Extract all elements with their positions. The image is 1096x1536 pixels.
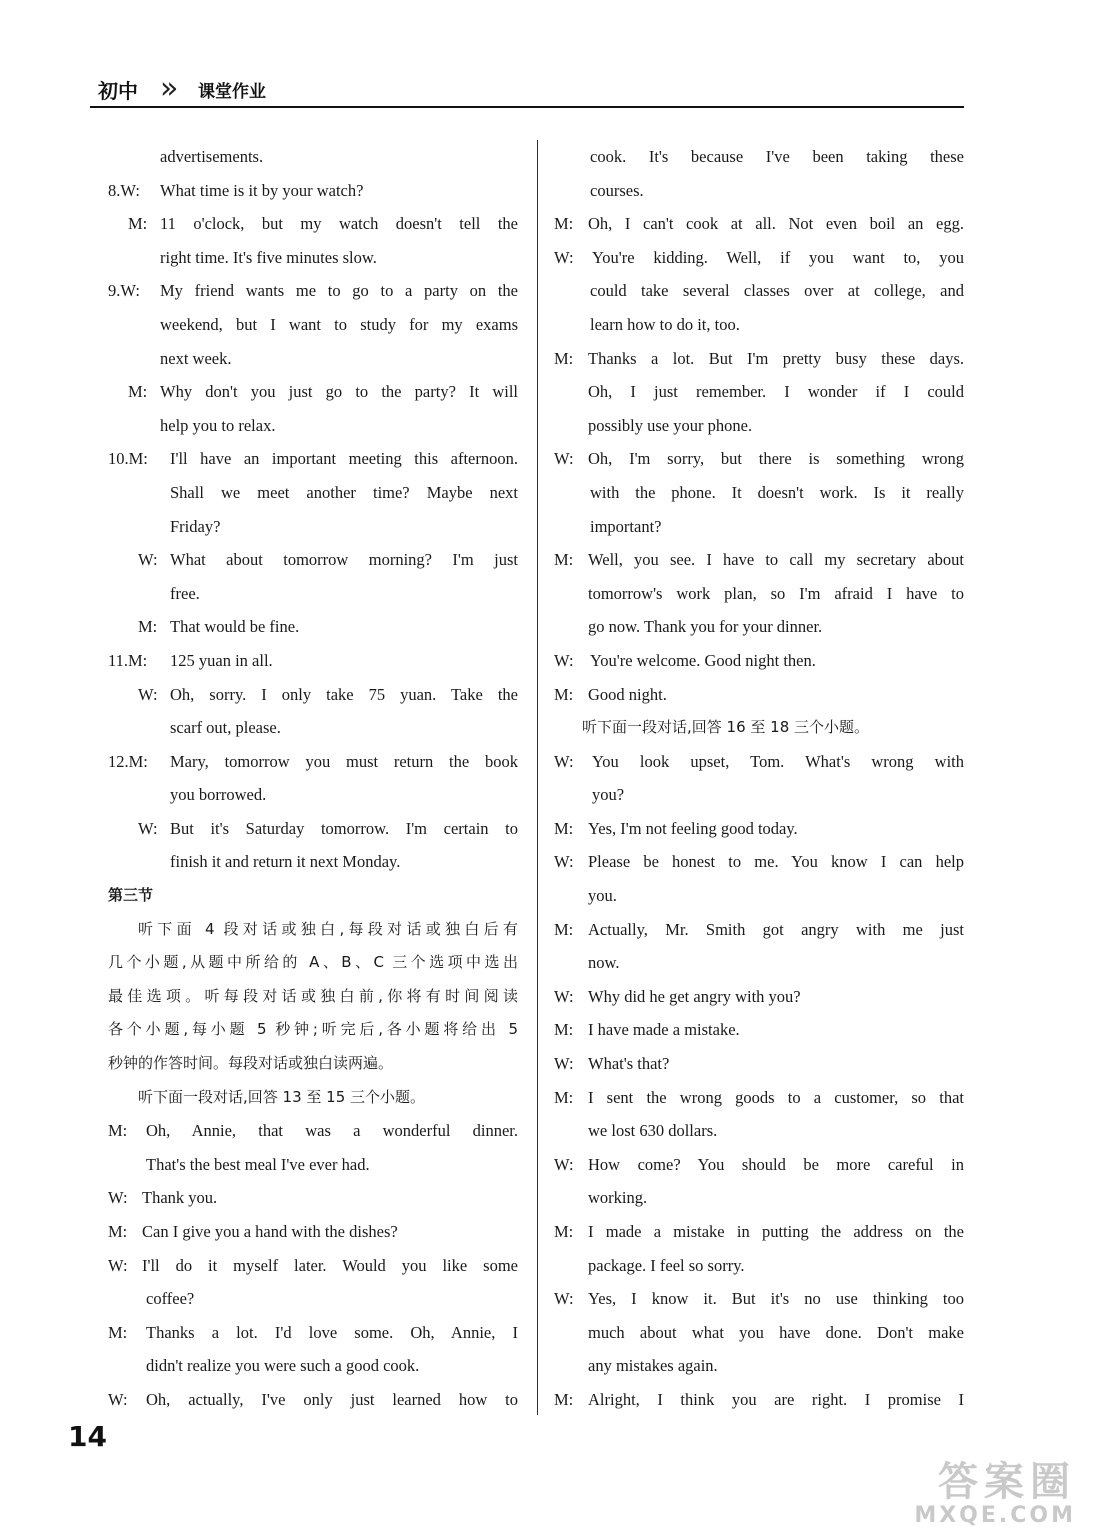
line-text: I have made a mistake. bbox=[588, 1020, 740, 1040]
text-line bbox=[108, 1181, 518, 1215]
text-line bbox=[554, 778, 964, 812]
line-text: 11 o'clock, but my watch doesn't tell the bbox=[160, 214, 518, 234]
speaker-label: 12.M: bbox=[108, 751, 148, 771]
line-text: 125 yuan in all. bbox=[170, 650, 273, 670]
line-text: 听下面 4 段对话或独白,每段对话或独白后有 bbox=[138, 919, 518, 938]
line-text: possibly use your phone. bbox=[588, 415, 753, 435]
line-text: 第三节 bbox=[108, 886, 154, 905]
speaker-label: W: bbox=[554, 751, 574, 771]
speaker-label: M: bbox=[554, 1020, 574, 1040]
text-line bbox=[108, 1383, 518, 1417]
line-text: What's that? bbox=[588, 1054, 670, 1074]
page-number: 14 bbox=[68, 1420, 107, 1453]
text-line bbox=[108, 140, 518, 174]
text-line bbox=[554, 745, 964, 779]
watermark-logo: 答案圈 bbox=[938, 1459, 1076, 1505]
line-text: 听下面一段对话,回答 13 至 15 三个小题。 bbox=[138, 1087, 426, 1106]
text-line bbox=[108, 711, 518, 745]
line-text: I'll have an important meeting this afternoon. bbox=[170, 449, 518, 469]
text-line bbox=[108, 1349, 518, 1383]
line-text: Thanks a lot. I'd love some. Oh, Annie, I bbox=[146, 1322, 518, 1342]
line-text: I'll do it myself later. Would you like some bbox=[142, 1255, 518, 1275]
speaker-label: W: bbox=[554, 449, 574, 469]
line-text: you borrowed. bbox=[170, 785, 267, 805]
text-line bbox=[554, 342, 964, 376]
speaker-label: W: bbox=[108, 1188, 128, 1208]
book-title: 课堂作业 bbox=[198, 82, 266, 102]
speaker-label: 9.W: bbox=[108, 281, 140, 301]
text-line bbox=[554, 174, 964, 208]
text-line bbox=[108, 1081, 518, 1115]
line-text: Well, you see. I have to call my secretary about bbox=[588, 550, 964, 570]
line-text: weekend, but I want to study for my exams bbox=[160, 314, 518, 334]
line-text: 几个小题,从题中所给的 A、B、C 三个选项中选出 bbox=[108, 953, 518, 972]
left-column bbox=[108, 140, 518, 1417]
line-text: learn how to do it, too. bbox=[590, 314, 740, 334]
text-line bbox=[554, 678, 964, 712]
speaker-label: W: bbox=[108, 1389, 128, 1409]
text-line bbox=[108, 946, 518, 980]
line-text: Oh, sorry. I only take 75 yuan. Take the bbox=[170, 684, 518, 704]
watermark bbox=[914, 1460, 1076, 1528]
line-text: Thanks a lot. But I'm pretty busy these days. bbox=[588, 348, 964, 368]
line-text: scarf out, please. bbox=[170, 718, 281, 738]
speaker-label: 8.W: bbox=[108, 180, 140, 200]
line-text: Shall we meet another time? Maybe next bbox=[170, 482, 518, 502]
line-text: What time is it by your watch? bbox=[160, 180, 364, 200]
text-line bbox=[108, 1114, 518, 1148]
speaker-label: W: bbox=[138, 550, 158, 570]
text-line bbox=[108, 1047, 518, 1081]
speaker-label: M: bbox=[554, 1087, 574, 1107]
line-text: Yes, I'm not feeling good today. bbox=[588, 818, 798, 838]
text-line bbox=[554, 1047, 964, 1081]
line-text: next week. bbox=[160, 348, 232, 368]
text-line bbox=[108, 1282, 518, 1316]
text-line bbox=[108, 241, 518, 275]
line-text: cook. It's because I've been taking these bbox=[590, 147, 964, 166]
speaker-label: W: bbox=[138, 684, 158, 704]
text-line bbox=[554, 308, 964, 342]
line-text: Can I give you a hand with the dishes? bbox=[142, 1222, 398, 1241]
line-text: now. bbox=[588, 953, 620, 973]
text-line bbox=[554, 711, 964, 745]
line-text: package. I feel so sorry. bbox=[588, 1255, 745, 1275]
text-line bbox=[108, 1215, 518, 1249]
grade-badge: 初中 bbox=[90, 78, 146, 104]
text-line bbox=[554, 1249, 964, 1283]
column-divider bbox=[537, 140, 538, 1415]
line-text: How come? You should be more careful in bbox=[588, 1154, 964, 1174]
text-line bbox=[554, 1181, 964, 1215]
text-line bbox=[108, 812, 518, 846]
speaker-label: M: bbox=[554, 1389, 574, 1409]
text-line bbox=[554, 980, 964, 1014]
text-line bbox=[554, 610, 964, 644]
line-text: Oh, I just remember. I wonder if I could bbox=[588, 382, 964, 402]
speaker-label: W: bbox=[554, 650, 574, 670]
speaker-label: M: bbox=[554, 919, 574, 939]
text-line bbox=[554, 409, 964, 443]
text-line bbox=[554, 946, 964, 980]
text-line bbox=[554, 913, 964, 947]
text-line bbox=[554, 812, 964, 846]
line-text: Oh, Annie, that was a wonderful dinner. bbox=[146, 1121, 518, 1141]
text-line bbox=[108, 510, 518, 544]
text-line bbox=[108, 174, 518, 208]
speaker-label: M: bbox=[128, 382, 148, 402]
text-line bbox=[108, 879, 518, 913]
speaker-label: 10.M: bbox=[108, 449, 148, 469]
text-line bbox=[554, 1383, 964, 1417]
line-text: free. bbox=[170, 583, 200, 603]
text-line bbox=[108, 375, 518, 409]
line-text: I sent the wrong goods to a customer, so that bbox=[588, 1087, 964, 1107]
line-text: Yes, I know it. But it's no use thinking too bbox=[588, 1289, 964, 1309]
line-text: That's the best meal I've ever had. bbox=[146, 1154, 370, 1174]
text-line bbox=[554, 1349, 964, 1383]
text-line bbox=[108, 1013, 518, 1047]
text-line bbox=[108, 980, 518, 1014]
line-text: Friday? bbox=[170, 516, 221, 536]
text-line bbox=[554, 207, 964, 241]
line-text: we lost 630 dollars. bbox=[588, 1121, 718, 1141]
line-text: 秒钟的作答时间。每段对话或独白读两遍。 bbox=[108, 1054, 394, 1073]
text-line bbox=[554, 1215, 964, 1249]
line-text: could take several classes over at college, and bbox=[590, 281, 964, 301]
line-text: any mistakes again. bbox=[588, 1356, 718, 1376]
speaker-label: W: bbox=[554, 1289, 574, 1309]
line-text: You look upset, Tom. What's wrong with bbox=[592, 751, 964, 771]
text-line bbox=[554, 375, 964, 409]
line-text: 听下面一段对话,回答 16 至 18 三个小题。 bbox=[582, 718, 870, 737]
line-text: didn't realize you were such a good cook. bbox=[146, 1356, 420, 1376]
text-line bbox=[554, 274, 964, 308]
line-text: Oh, I'm sorry, but there is something wrong bbox=[588, 449, 964, 469]
speaker-label: M: bbox=[554, 550, 574, 570]
line-text: You're welcome. Good night then. bbox=[590, 650, 816, 670]
line-text: courses. bbox=[590, 180, 644, 200]
line-text: Oh, actually, I've only just learned how to bbox=[146, 1389, 518, 1409]
line-text: working. bbox=[588, 1188, 648, 1208]
speaker-label: W: bbox=[554, 1154, 574, 1174]
text-line bbox=[554, 510, 964, 544]
line-text: But it's Saturday tomorrow. I'm certain to bbox=[170, 818, 518, 838]
line-text: you. bbox=[588, 886, 617, 906]
speaker-label: M: bbox=[108, 1322, 128, 1342]
text-line bbox=[108, 442, 518, 476]
text-line bbox=[554, 879, 964, 913]
line-text: Thank you. bbox=[142, 1188, 218, 1208]
line-text: Why don't you just go to the party? It will bbox=[160, 382, 518, 402]
line-text: finish it and return it next Monday. bbox=[170, 852, 401, 872]
speaker-label: M: bbox=[554, 214, 574, 234]
text-line bbox=[554, 1013, 964, 1047]
line-text: right time. It's five minutes slow. bbox=[160, 247, 377, 267]
text-line bbox=[554, 1316, 964, 1350]
text-line bbox=[108, 610, 518, 644]
line-text: My friend wants me to go to a party on the bbox=[160, 281, 518, 301]
line-text: Why did he get angry with you? bbox=[588, 986, 801, 1006]
line-text: I made a mistake in putting the address on the bbox=[588, 1222, 964, 1241]
text-line bbox=[108, 207, 518, 241]
speaker-label: M: bbox=[138, 617, 158, 637]
speaker-label: M: bbox=[108, 1222, 128, 1241]
line-text: Oh, I can't cook at all. Not even boil an egg. bbox=[588, 214, 964, 234]
line-text: Alright, I think you are right. I promise I bbox=[588, 1389, 964, 1409]
text-line bbox=[554, 140, 964, 174]
text-line bbox=[554, 644, 964, 678]
text-line bbox=[554, 845, 964, 879]
text-line bbox=[108, 308, 518, 342]
text-line bbox=[554, 241, 964, 275]
speaker-label: M: bbox=[128, 214, 148, 234]
line-text: advertisements. bbox=[160, 147, 264, 166]
line-text: You're kidding. Well, if you want to, you bbox=[592, 247, 964, 267]
line-text: coffee? bbox=[146, 1289, 195, 1309]
line-text: Good night. bbox=[588, 684, 667, 704]
line-text: go now. Thank you for your dinner. bbox=[588, 617, 823, 637]
text-line bbox=[108, 845, 518, 879]
text-line bbox=[554, 1081, 964, 1115]
line-text: important? bbox=[590, 516, 662, 536]
speaker-label: M: bbox=[554, 818, 574, 838]
text-line bbox=[554, 1148, 964, 1182]
line-text: 各个小题,每小题 5 秒钟;听完后,各小题将给出 5 bbox=[108, 1020, 518, 1039]
speaker-label: 11.M: bbox=[108, 650, 148, 670]
text-line bbox=[554, 577, 964, 611]
text-line bbox=[554, 543, 964, 577]
line-text: you? bbox=[592, 785, 625, 805]
text-line bbox=[108, 913, 518, 947]
speaker-label: W: bbox=[554, 986, 574, 1006]
text-line bbox=[108, 678, 518, 712]
line-text: Mary, tomorrow you must return the book bbox=[170, 751, 518, 771]
speaker-label: W: bbox=[554, 852, 574, 872]
watermark-url: MXQE.COM bbox=[914, 1503, 1076, 1528]
line-text: What about tomorrow morning? I'm just bbox=[170, 550, 518, 570]
chevron-double-icon: » bbox=[160, 71, 173, 106]
speaker-label: W: bbox=[554, 1054, 574, 1074]
speaker-label: M: bbox=[108, 1121, 128, 1141]
line-text: 最佳选项。听每段对话或独白前,你将有时间阅读 bbox=[108, 986, 518, 1005]
speaker-label: M: bbox=[554, 684, 574, 704]
text-line bbox=[108, 409, 518, 443]
text-line bbox=[554, 1114, 964, 1148]
speaker-label: W: bbox=[554, 247, 574, 267]
text-line bbox=[108, 577, 518, 611]
line-text: That would be fine. bbox=[170, 617, 300, 637]
page-header bbox=[90, 71, 964, 108]
text-line bbox=[108, 1249, 518, 1283]
text-line bbox=[108, 644, 518, 678]
line-text: tomorrow's work plan, so I'm afraid I have to bbox=[588, 583, 964, 603]
line-text: with the phone. It doesn't work. Is it really bbox=[590, 482, 964, 502]
text-line bbox=[554, 476, 964, 510]
line-text: much about what you have done. Don't make bbox=[588, 1322, 964, 1342]
text-line bbox=[108, 745, 518, 779]
text-line bbox=[108, 342, 518, 376]
text-line bbox=[554, 1282, 964, 1316]
text-line bbox=[108, 1316, 518, 1350]
line-text: help you to relax. bbox=[160, 415, 276, 435]
right-column bbox=[554, 140, 964, 1417]
text-line bbox=[554, 442, 964, 476]
line-text: Please be honest to me. You know I can help bbox=[588, 852, 964, 872]
text-line bbox=[108, 778, 518, 812]
speaker-label: W: bbox=[108, 1255, 128, 1275]
text-line bbox=[108, 274, 518, 308]
text-line bbox=[108, 1148, 518, 1182]
speaker-label: W: bbox=[138, 818, 158, 838]
speaker-label: M: bbox=[554, 348, 574, 368]
line-text: Actually, Mr. Smith got angry with me just bbox=[588, 919, 964, 939]
text-line bbox=[108, 543, 518, 577]
text-line bbox=[108, 476, 518, 510]
speaker-label: M: bbox=[554, 1222, 574, 1241]
